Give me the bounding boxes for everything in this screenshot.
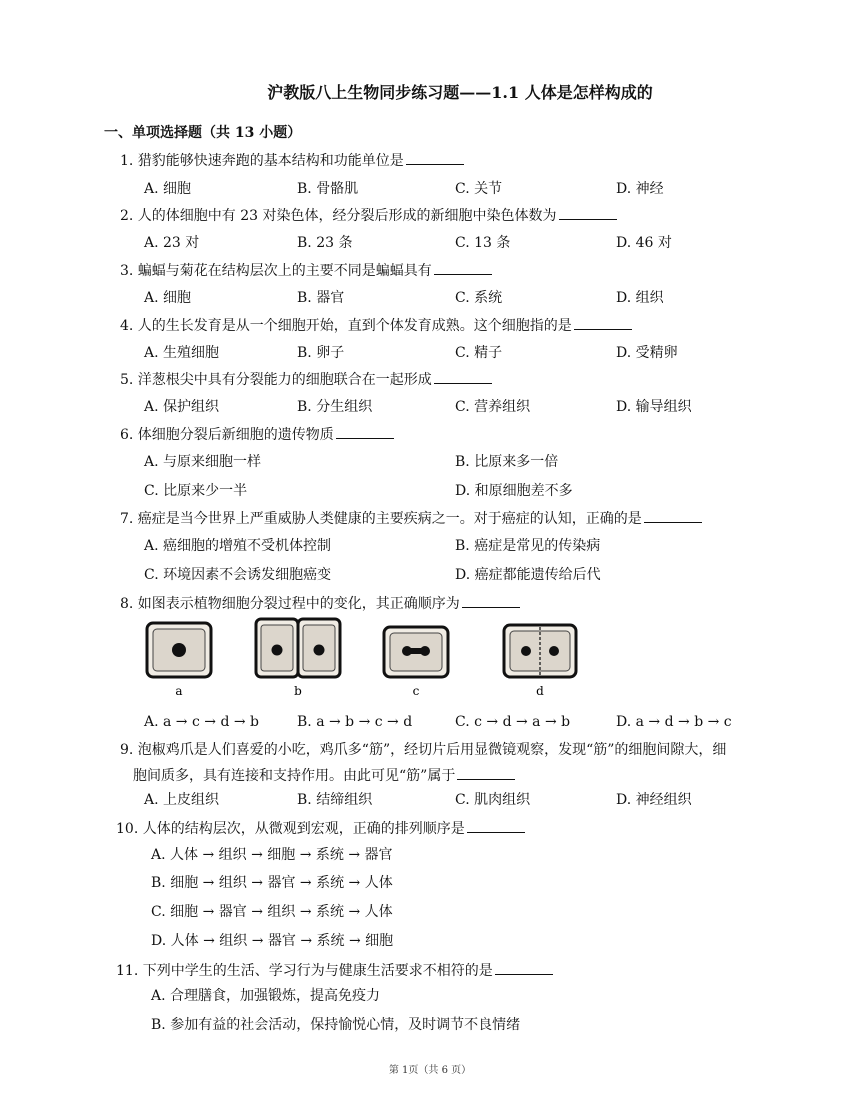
q3-option-d[interactable]: D. 组织 xyxy=(616,290,664,306)
q9-option-a[interactable]: A. 上皮组织 xyxy=(144,792,220,808)
answer-blank xyxy=(495,962,553,975)
figure-label-a: a xyxy=(175,684,183,698)
q4-option-a[interactable]: A. 生殖细胞 xyxy=(144,345,220,361)
q5-option-c[interactable]: C. 营养组织 xyxy=(455,399,531,415)
q1-option-c[interactable]: C. 关节 xyxy=(455,181,503,197)
q6-option-c[interactable]: C. 比原来少一半 xyxy=(144,483,248,499)
q8-option-d[interactable]: D. a → d → b → c xyxy=(616,714,732,730)
answer-blank xyxy=(434,371,492,384)
cell-b-image xyxy=(256,619,340,677)
q3-option-b[interactable]: B. 器官 xyxy=(297,290,345,306)
q10-option-d[interactable]: D. 人体 → 组织 → 器官 → 系统 → 细胞 xyxy=(151,933,394,949)
figure-label-c: c xyxy=(412,684,420,698)
q1-option-d[interactable]: D. 神经 xyxy=(616,181,664,197)
q10-option-a[interactable]: A. 人体 → 组织 → 细胞 → 系统 → 器官 xyxy=(151,847,393,863)
q8-option-c[interactable]: C. c → d → a → b xyxy=(455,714,571,730)
figure-label-d: d xyxy=(536,684,544,698)
question-10-stem: 10. 人体的结构层次，从微观到宏观，正确的排列顺序是 xyxy=(116,820,525,838)
q5-option-d[interactable]: D. 输导组织 xyxy=(616,399,692,415)
question-6-stem: 6. 体细胞分裂后新细胞的遗传物质 xyxy=(120,426,394,444)
q10-option-b[interactable]: B. 细胞 → 组织 → 器官 → 系统 → 人体 xyxy=(151,875,393,891)
q11-option-b[interactable]: B. 参加有益的社会活动，保持愉悦心情，及时调节不良情绪 xyxy=(151,1017,521,1033)
question-11-stem: 11. 下列中学生的生活、学习行为与健康生活要求不相符的是 xyxy=(116,962,553,980)
q6-option-a[interactable]: A. 与原来细胞一样 xyxy=(144,454,262,470)
answer-blank xyxy=(644,510,702,523)
q4-option-b[interactable]: B. 卵子 xyxy=(297,345,345,361)
q5-option-a[interactable]: A. 保护组织 xyxy=(144,399,220,415)
question-2-stem: 2. 人的体细胞中有 23 对染色体，经分裂后形成的新细胞中染色体数为 xyxy=(120,207,617,225)
answer-blank xyxy=(434,262,492,275)
answer-blank xyxy=(336,426,394,439)
q8-option-b[interactable]: B. a → b → c → d xyxy=(297,714,413,730)
question-1-stem: 1. 猎豹能够快速奔跑的基本结构和功能单位是 xyxy=(120,152,464,170)
q3-option-c[interactable]: C. 系统 xyxy=(455,290,503,306)
q7-option-c[interactable]: C. 环境因素不会诱发细胞癌变 xyxy=(144,567,332,583)
q2-option-a[interactable]: A. 23 对 xyxy=(144,235,200,251)
q9-option-b[interactable]: B. 结缔组织 xyxy=(297,792,373,808)
question-7-stem: 7. 癌症是当今世界上严重威胁人类健康的主要疾病之一。对于癌症的认知，正确的是 xyxy=(120,510,702,528)
answer-blank xyxy=(462,595,520,608)
page-title: 沪教版八上生物同步练习题——1.1 人体是怎样构成的 xyxy=(267,83,653,102)
q3-option-a[interactable]: A. 细胞 xyxy=(144,290,192,306)
question-3-stem: 3. 蝙蝠与菊花在结构层次上的主要不同是蝙蝠具有 xyxy=(120,262,492,280)
figure-label-b: b xyxy=(294,684,302,698)
question-4-stem: 4. 人的生长发育是从一个细胞开始，直到个体发育成熟。这个细胞指的是 xyxy=(120,317,632,335)
q2-option-c[interactable]: C. 13 条 xyxy=(455,235,511,251)
q4-option-d[interactable]: D. 受精卵 xyxy=(616,345,678,361)
answer-blank xyxy=(457,767,515,780)
q2-option-b[interactable]: B. 23 条 xyxy=(297,235,353,251)
answer-blank xyxy=(559,207,617,220)
q6-option-b[interactable]: B. 比原来多一倍 xyxy=(455,454,559,470)
q7-option-b[interactable]: B. 癌症是常见的传染病 xyxy=(455,538,601,554)
q11-option-a[interactable]: A. 合理膳食，加强锻炼，提高免疫力 xyxy=(151,988,381,1004)
q5-option-b[interactable]: B. 分生组织 xyxy=(297,399,373,415)
q2-option-d[interactable]: D. 46 对 xyxy=(616,235,672,251)
q1-option-a[interactable]: A. 细胞 xyxy=(144,181,192,197)
q7-option-a[interactable]: A. 癌细胞的增殖不受机体控制 xyxy=(144,538,332,554)
q7-option-d[interactable]: D. 癌症都能遗传给后代 xyxy=(455,567,601,583)
answer-blank xyxy=(574,317,632,330)
q9-option-d[interactable]: D. 神经组织 xyxy=(616,792,692,808)
question-8-stem: 8. 如图表示植物细胞分裂过程中的变化，其正确顺序为 xyxy=(120,595,520,613)
q10-option-c[interactable]: C. 细胞 → 器官 → 组织 → 系统 → 人体 xyxy=(151,904,393,920)
q8-option-a[interactable]: A. a → c → d → b xyxy=(144,714,260,730)
answer-blank xyxy=(406,152,464,165)
cell-d-image xyxy=(504,625,576,677)
question-9-stem: 9. 泡椒鸡爪是人们喜爱的小吃，鸡爪多“筋”，经切片后用显微镜观察，发现“筋”的细胞间隙大，细 xyxy=(120,742,727,758)
q4-option-c[interactable]: C. 精子 xyxy=(455,345,503,361)
question-9-stem-line2: 胞间质多，具有连接和支持作用。由此可见“筋”属于 xyxy=(133,767,515,785)
cell-a-image xyxy=(147,623,211,677)
cell-c-image xyxy=(384,627,448,677)
question-5-stem: 5. 洋葱根尖中具有分裂能力的细胞联合在一起形成 xyxy=(120,371,492,389)
q1-option-b[interactable]: B. 骨骼肌 xyxy=(297,181,359,197)
q9-option-c[interactable]: C. 肌肉组织 xyxy=(455,792,531,808)
answer-blank xyxy=(467,820,525,833)
section-heading: 一、单项选择题（共 13 小题） xyxy=(104,125,302,141)
q6-option-d[interactable]: D. 和原细胞差不多 xyxy=(455,483,573,499)
page-footer: 第 1页（共 6 页） xyxy=(388,1065,472,1076)
cell-division-figure xyxy=(144,617,744,699)
